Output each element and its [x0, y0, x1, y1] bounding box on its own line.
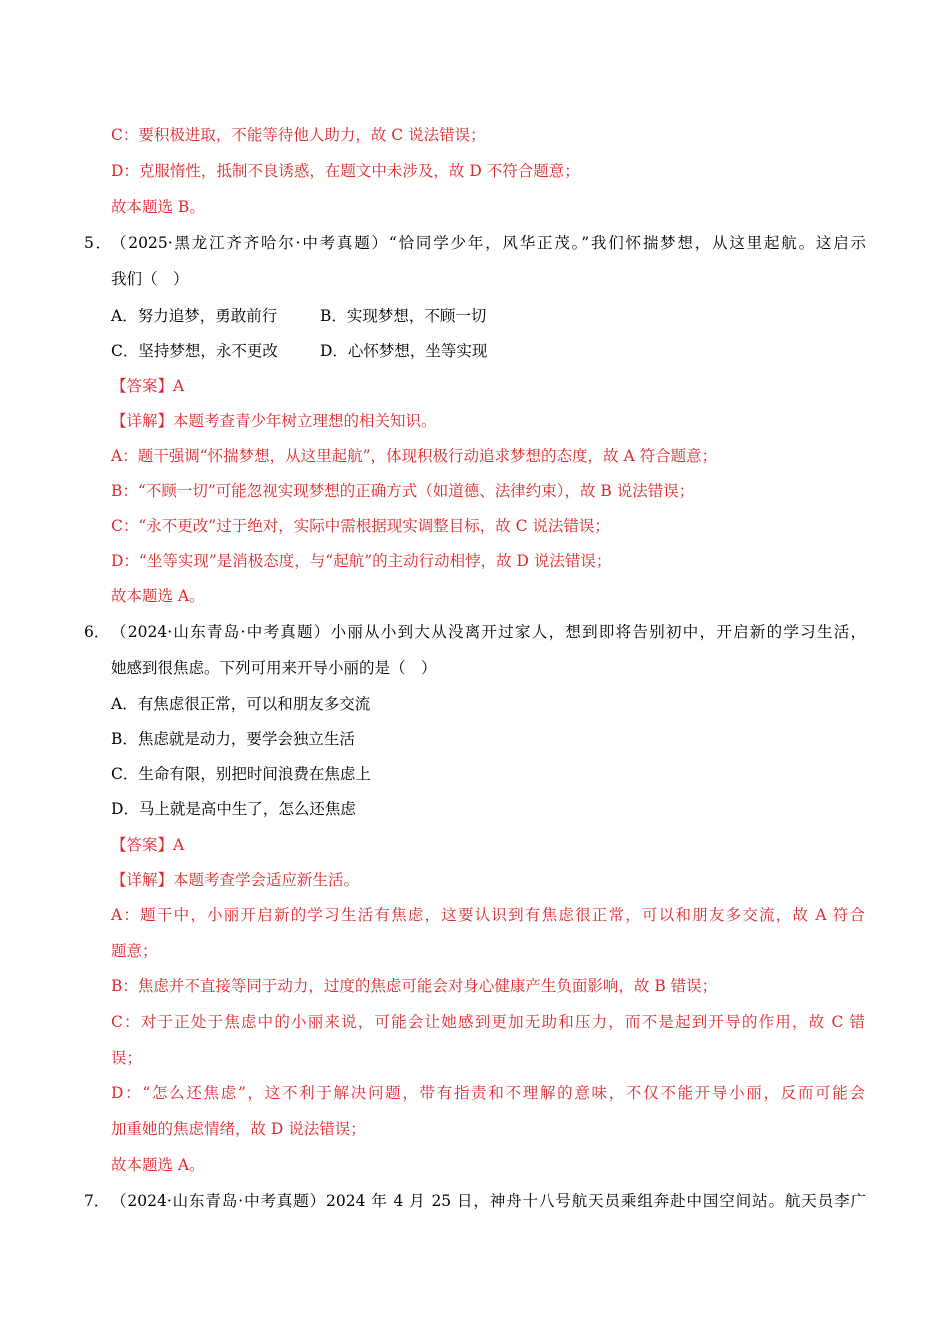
q6-explain-a-line2: 题意； [111, 942, 158, 960]
q5-option-d: D．心怀梦想，坐等实现 [320, 342, 488, 360]
q6-analysis: 【详解】本题考查学会适应新生活。 [111, 871, 360, 889]
q7-stem-line1: （2024·山东青岛·中考真题）2024 年 4 月 25 日，神舟十八号航天员乘组奔赴中国空间站。航天员李广 [111, 1192, 866, 1210]
q5-answer: 【答案】A [111, 377, 185, 395]
q6-option-a: A．有焦虑很正常，可以和朋友多交流 [111, 695, 371, 713]
q5-option-a: A．努力追梦，勇敢前行 [111, 307, 278, 325]
q6-explain-d-line2: 加重她的焦虑情绪，故 D 说法错误； [111, 1120, 366, 1138]
q6-conclusion: 故本题选 A。 [111, 1156, 205, 1174]
q5-stem [84, 232, 866, 254]
q6-explain-a-line1: A：题干中，小丽开启新的学习生活有焦虑，这要认识到有焦虑很正常，可以和朋友多交流，故 A 符合 [111, 906, 865, 924]
q6-stem-line2: 她感到很焦虑。下列可用来开导小丽的是（ ） [111, 659, 437, 677]
q6-stem-line1: （2024·山东青岛·中考真题）小丽从小到大从没离开过家人，想到即将告别初中，开启新的学习生活， [111, 623, 866, 641]
prev-conclusion: 故本题选 B。 [111, 198, 205, 216]
q5-explain-d: D：“坐等实现”是消极态度，与“起航”的主动行动相悖，故 D 说法错误； [111, 552, 612, 570]
q7-stem [84, 1190, 866, 1212]
q5-option-b: B．实现梦想，不顾一切 [320, 307, 487, 325]
q5-stem-line1: （2025·黑龙江齐齐哈尔·中考真题）“恰同学少年，风华正茂。”我们怀揣梦想，从这里起航。这启示 [111, 234, 866, 252]
q5-explain-b: B：“不顾一切”可能忽视实现梦想的正确方式（如道德、法律约束），故 B 说法错误； [111, 482, 695, 500]
q6-option-c: C．生命有限，别把时间浪费在焦虑上 [111, 765, 371, 783]
q6-option-d: D．马上就是高中生了，怎么还焦虑 [111, 800, 356, 818]
q5-stem-line2: 我们（ ） [111, 270, 189, 288]
q6-answer: 【答案】A [111, 836, 185, 854]
q6-explain-b: B：焦虑并不直接等同于动力，过度的焦虑可能会对身心健康产生负面影响，故 B 错误； [111, 977, 718, 995]
prev-explain-c: C：要积极进取，不能等待他人助力，故 C 说法错误； [111, 126, 486, 144]
prev-explain-d: D：克服惰性，抵制不良诱惑，在题文中未涉及，故 D 不符合题意； [111, 162, 580, 180]
q6-explain-c-line2: 误； [111, 1049, 143, 1067]
q5-explain-a: A：题干强调“怀揣梦想，从这里起航”，体现积极行动追求梦想的态度，故 A 符合题意； [111, 447, 718, 465]
q6-option-b: B．焦虑就是动力，要学会独立生活 [111, 730, 355, 748]
q6-explain-c-line1: C：对于正处于焦虑中的小丽来说，可能会让她感到更加无助和压力，而不是起到开导的作用，故 C 错 [111, 1013, 865, 1031]
q5-analysis: 【详解】本题考查青少年树立理想的相关知识。 [111, 412, 437, 430]
q6-number: 6． [84, 623, 110, 641]
q7-number: 7． [84, 1192, 110, 1210]
q5-explain-c: C：“永不更改”过于绝对，实际中需根据现实调整目标，故 C 说法错误； [111, 517, 610, 535]
q5-number: 5． [84, 234, 111, 252]
q5-conclusion: 故本题选 A。 [111, 587, 205, 605]
q5-option-c: C．坚持梦想，永不更改 [111, 342, 278, 360]
q6-explain-d-line1: D：“怎么还焦虑”，这不利于解决问题，带有指责和不理解的意味，不仅不能开导小丽，反而可能会 [111, 1084, 865, 1102]
q6-stem [84, 621, 866, 643]
